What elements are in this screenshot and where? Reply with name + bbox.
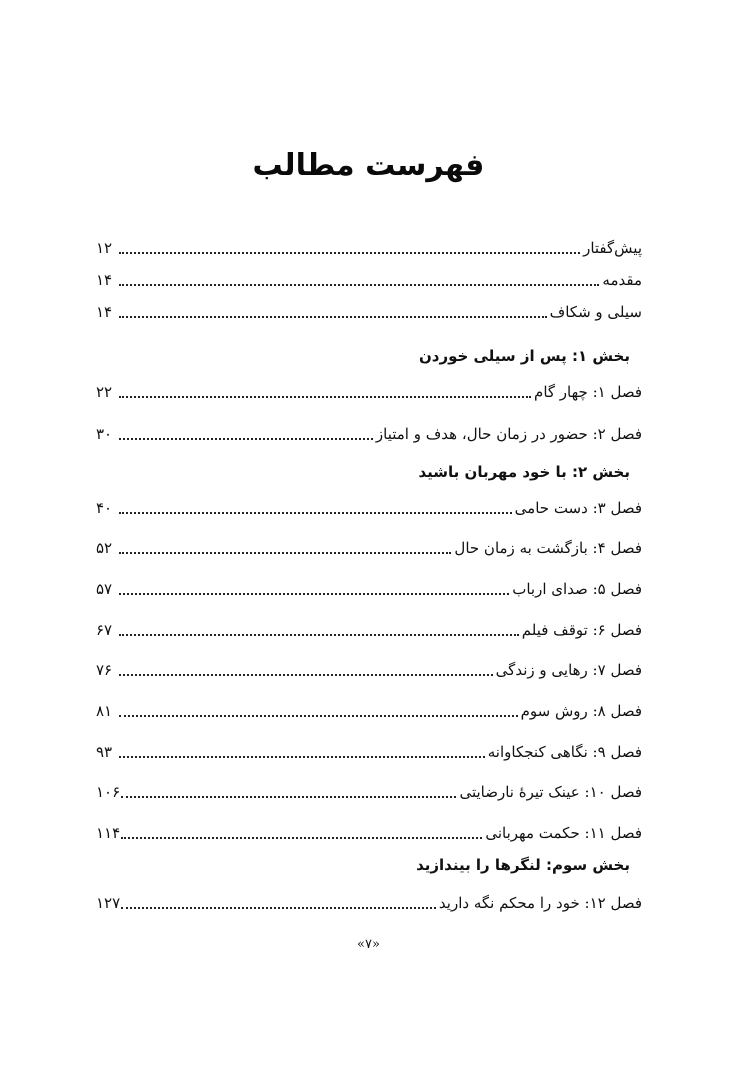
toc-entry-label: فصل ۲: حضور در زمان حال، هدف و امتیاز [375, 425, 642, 443]
toc-entry-label: فصل ۱۰: عینک تیرهٔ نارضایتی [459, 783, 642, 801]
toc-page-number: ۱۴ [96, 271, 113, 289]
dot-leader [119, 316, 547, 318]
dot-leader [119, 674, 493, 676]
part-heading-1: بخش ۱: پس از سیلی خوردن [418, 347, 630, 365]
toc-entry-introduction[interactable] [96, 262, 642, 290]
toc-page-number: ۸۱ [96, 702, 113, 720]
toc-entry-chapter-12[interactable] [96, 885, 642, 913]
toc-entry-label: فصل ۸: روش سوم [520, 702, 642, 720]
toc-entry-chapter-2[interactable] [96, 416, 642, 444]
toc-page-number: ۱۴ [96, 303, 113, 321]
toc-entry-chapter-11[interactable] [96, 815, 642, 843]
dot-leader [119, 593, 509, 595]
dot-leader [119, 438, 373, 440]
page-title: فهرست مطالب [252, 148, 485, 183]
toc-entry-chapter-8[interactable] [96, 693, 642, 721]
toc-page-number: ۱۲۷ [96, 894, 121, 912]
dot-leader [119, 634, 519, 636]
toc-page-number: ۵۷ [96, 580, 113, 598]
toc-entry-label: فصل ۹: نگاهی کنجکاوانه [487, 743, 642, 761]
dot-leader [119, 715, 518, 717]
dot-leader [119, 252, 580, 254]
dot-leader [121, 837, 482, 839]
toc-entry-slap-and-rift[interactable] [96, 294, 642, 322]
dot-leader [121, 907, 436, 909]
toc-entry-label: فصل ۱۱: حکمت مهربانی [485, 824, 642, 842]
toc-entry-chapter-4[interactable] [96, 530, 642, 558]
toc-page-number: ۳۰ [96, 425, 113, 443]
part-heading-2: بخش ۲: با خود مهربان باشید [418, 463, 630, 481]
toc-page-number: ۵۲ [96, 539, 113, 557]
toc-entry-label: فصل ۴: بازگشت به زمان حال [454, 539, 642, 557]
dot-leader [119, 552, 451, 554]
toc-entry-label: فصل ۱: چهار گام [534, 383, 642, 401]
dot-leader [119, 284, 599, 286]
toc-page-number: ۴۰ [96, 499, 113, 517]
page-number-footer: «۷» [357, 937, 380, 952]
toc-page-number: ۹۳ [96, 743, 113, 761]
toc-page-number: ۱۲ [96, 239, 113, 257]
toc-entry-label: مقدمه [602, 271, 642, 289]
toc-page-number: ۷۶ [96, 661, 113, 679]
toc-entry-label: سیلی و شکاف [549, 303, 642, 321]
dot-leader [119, 396, 531, 398]
toc-entry-preface[interactable] [96, 230, 642, 258]
toc-entry-label: فصل ۷: رهایی و زندگی [495, 661, 642, 679]
dot-leader [121, 796, 456, 798]
toc-entry-label: فصل ۳: دست حامی [514, 499, 642, 517]
toc-entry-label: پیش‌گفتار [583, 239, 642, 257]
toc-entry-label: فصل ۵: صدای ارباب [512, 580, 642, 598]
toc-page-number: ۱۰۶ [96, 783, 121, 801]
toc-entry-chapter-3[interactable] [96, 490, 642, 518]
toc-entry-chapter-6[interactable] [96, 612, 642, 640]
dot-leader [119, 756, 485, 758]
toc-entry-chapter-7[interactable] [96, 652, 642, 680]
toc-entry-chapter-9[interactable] [96, 734, 642, 762]
toc-entry-chapter-1[interactable] [96, 374, 642, 402]
toc-page-number: ۶۷ [96, 621, 113, 639]
dot-leader [119, 512, 512, 514]
toc-entry-label: فصل ۶: توقف فیلم [521, 621, 642, 639]
toc-page-number: ۱۱۴ [96, 824, 121, 842]
toc-entry-chapter-5[interactable] [96, 571, 642, 599]
toc-entry-chapter-10[interactable] [96, 774, 642, 802]
toc-page-number: ۲۲ [96, 383, 113, 401]
toc-entry-label: فصل ۱۲: خود را محکم نگه دارید [438, 894, 642, 912]
part-heading-3: بخش سوم: لنگرها را بیندازید [416, 856, 630, 874]
